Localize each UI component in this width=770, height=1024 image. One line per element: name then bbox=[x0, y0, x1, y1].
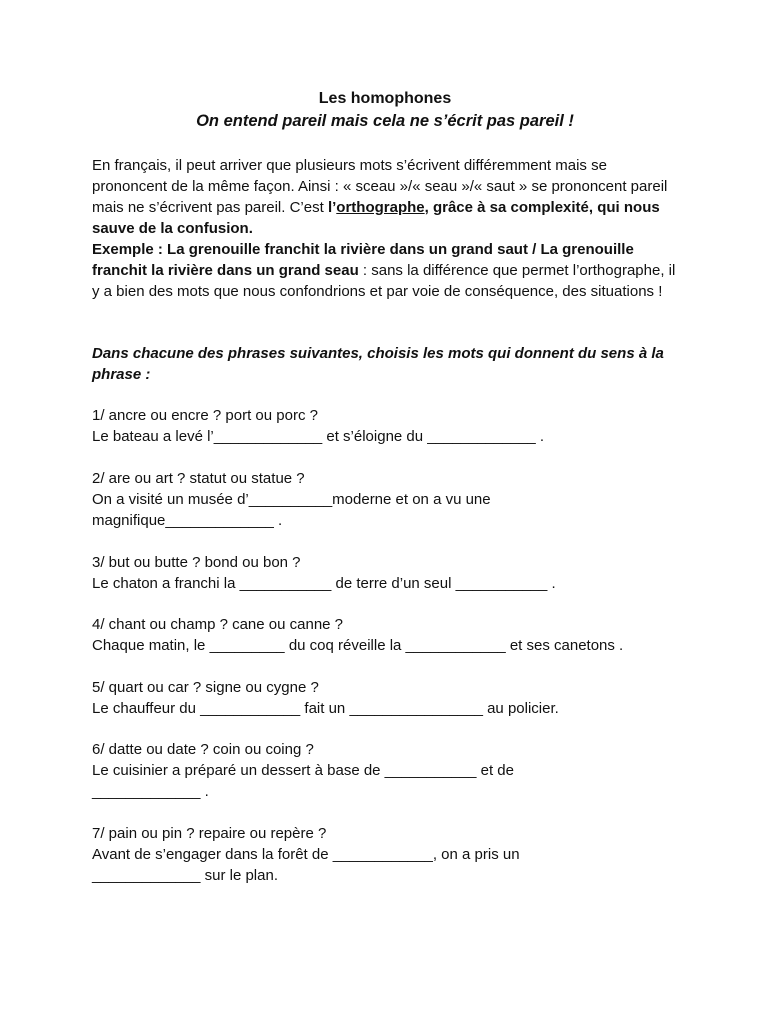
exercise-sentence: Le bateau a levé l’_____________ et s’éloigne du _____________ . bbox=[92, 428, 545, 445]
exercise-prompt: 4/ chant ou champ ? cane ou canne ? bbox=[92, 616, 344, 633]
exercise-prompt: 2/ are ou art ? statut ou statue ? bbox=[92, 470, 305, 487]
instruction: Dans chacune des phrases suivantes, choisis les mots qui donnent du sens à la phrase : bbox=[92, 345, 664, 383]
title-block bbox=[0, 88, 770, 132]
exercise-sentence: Le cuisinier a préparé un dessert à base de ___________ et de _____________ . bbox=[92, 762, 514, 800]
exercise-6 bbox=[92, 739, 572, 802]
exercise-sentence: On a visité un musée d’__________moderne et on a vu une magnifique_____________ . bbox=[92, 491, 491, 529]
intro-bold-article: l’ bbox=[327, 199, 337, 216]
exercise-sentence: Chaque matin, le _________ du coq réveille la ____________ et ses canetons . bbox=[92, 637, 624, 654]
exercise-5 bbox=[92, 677, 692, 719]
exercise-1 bbox=[92, 405, 692, 447]
exercise-3 bbox=[92, 552, 692, 594]
page-subtitle: On entend pareil mais cela ne s’écrit pas pareil ! bbox=[196, 112, 574, 130]
intro-keyword-orthographe: orthographe bbox=[336, 199, 425, 216]
exercise-prompt: 7/ pain ou pin ? repaire ou repère ? bbox=[92, 825, 327, 842]
page-title: Les homophones bbox=[318, 90, 452, 107]
example-bold: Exemple : La grenouille franchit la rivière dans un grand saut / La grenouille franchit la rivière dans un grand seau bbox=[92, 241, 634, 279]
exercise-prompt: 3/ but ou butte ? bond ou bon ? bbox=[92, 554, 301, 571]
example-text: : sans la différence que permet l’orthographe, il y a bien des mots que nous confondrions et par voie de conséquence, des situations ! bbox=[92, 262, 676, 300]
intro-paragraph bbox=[92, 155, 682, 302]
exercise-sentence: Le chauffeur du ____________ fait un ________________ au policier. bbox=[92, 700, 559, 717]
exercise-sentence: Avant de s’engager dans la forêt de ____________, on a pris un _____________ sur le plan. bbox=[92, 846, 520, 884]
exercise-7 bbox=[92, 823, 592, 886]
intro-bold-rest: , grâce à sa complexité, qui nous sauve de la confusion. bbox=[92, 199, 660, 237]
exercise-prompt: 1/ ancre ou encre ? port ou porc ? bbox=[92, 407, 318, 424]
exercise-prompt: 5/ quart ou car ? signe ou cygne ? bbox=[92, 679, 319, 696]
exercise-2 bbox=[92, 468, 542, 531]
exercise-4 bbox=[92, 614, 692, 656]
exercise-prompt: 6/ datte ou date ? coin ou coing ? bbox=[92, 741, 314, 758]
exercise-sentence: Le chaton a franchi la ___________ de terre d’un seul ___________ . bbox=[92, 575, 556, 592]
intro-text: En français, il peut arriver que plusieurs mots s’écrivent différemment mais se prononcent de la même façon. Ainsi : « sceau »/« seau »/« saut » se prononcent pareil mais ne s’écrivent pas pareil. C’est bbox=[92, 157, 668, 216]
